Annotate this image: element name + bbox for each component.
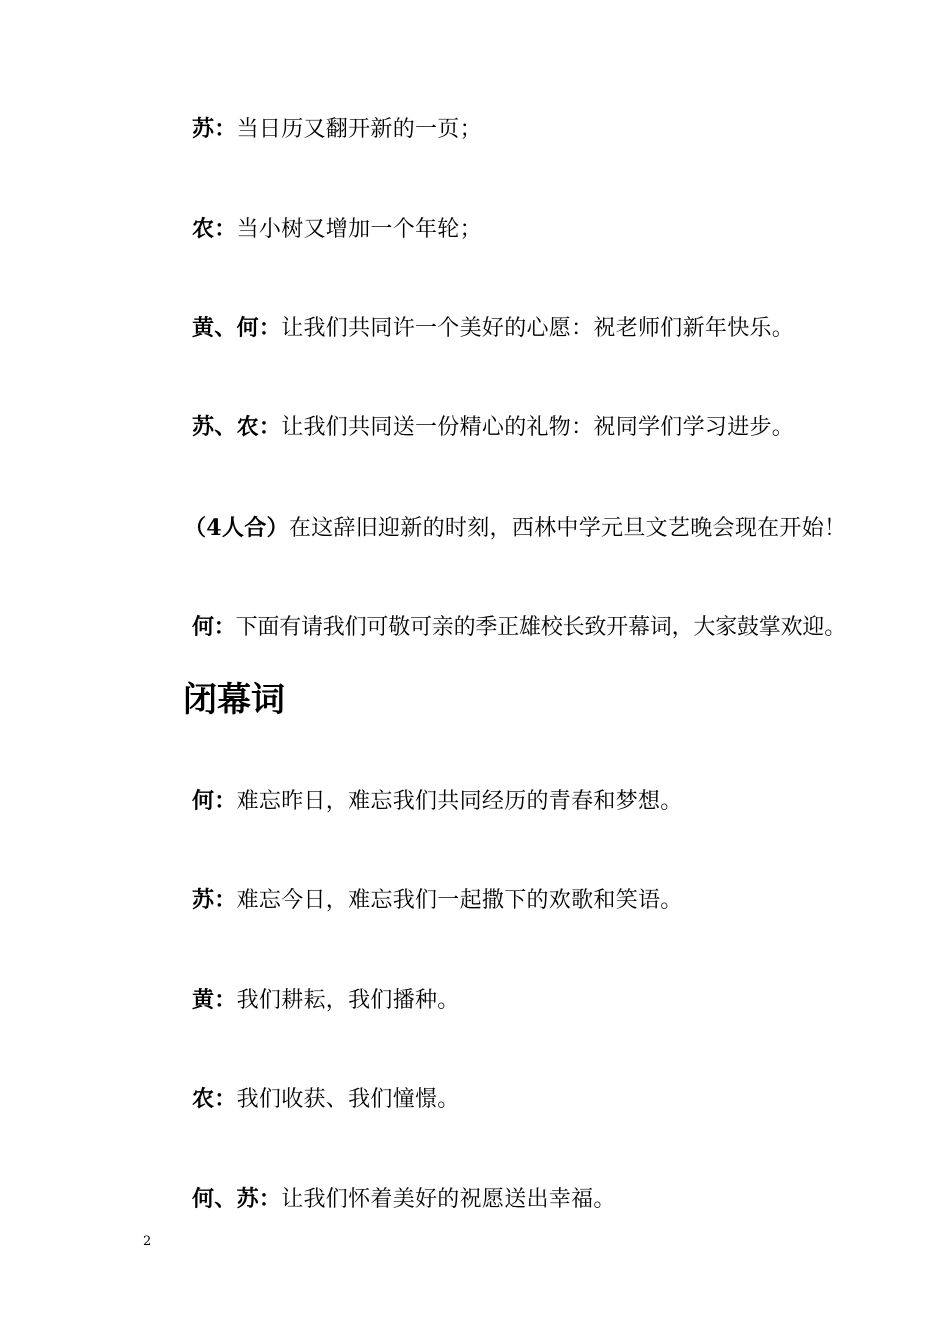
speaker-label: 何：: [192, 788, 237, 814]
script-line: [192, 114, 482, 145]
line-text: 我们耕耘，我们播种。: [236, 988, 460, 1013]
speaker-label: 农：: [192, 1086, 237, 1112]
script-line: [192, 1084, 460, 1115]
script-line: [192, 885, 683, 916]
speaker-label: 苏、农：: [192, 414, 282, 440]
speaker-label: 何、苏：: [192, 1186, 282, 1212]
speaker-label: （4人合）: [184, 515, 289, 541]
script-line: [184, 513, 846, 544]
line-text: 下面有请我们可敬可亲的季正雄校长致开幕词，大家鼓掌欢迎。: [235, 615, 847, 640]
line-text: 难忘今日，难忘我们一起撒下的欢歌和笑语。: [236, 888, 683, 913]
closing-heading: 闭幕词: [183, 680, 285, 720]
line-text: 让我们怀着美好的祝愿送出幸福。: [281, 1187, 616, 1212]
line-text: 我们收获、我们憧憬。: [236, 1087, 460, 1112]
speaker-label: 农：: [192, 216, 237, 242]
script-line: [192, 985, 460, 1016]
line-text: 难忘昨日，难忘我们共同经历的青春和梦想。: [236, 789, 683, 814]
script-line: [192, 786, 683, 817]
script-line: [192, 1184, 616, 1215]
line-text: 让我们共同许一个美好的心愿：祝老师们新年快乐。: [281, 316, 795, 341]
page-number: 2: [143, 1234, 152, 1249]
line-text: 当小树又增加一个年轮；: [236, 217, 482, 242]
script-line: [192, 214, 482, 245]
speaker-label: 苏：: [192, 887, 237, 913]
line-text: 当日历又翻开新的一页；: [236, 117, 482, 142]
speaker-label: 黄：: [192, 987, 237, 1013]
script-line: [192, 313, 794, 344]
line-text: 在这辞旧迎新的时刻，西林中学元旦文艺晚会现在开始！: [288, 516, 847, 541]
speaker-label: 黄、何：: [192, 315, 282, 341]
speaker-label: 苏：: [192, 116, 237, 142]
script-line: [192, 612, 846, 643]
line-text: 让我们共同送一份精心的礼物：祝同学们学习进步。: [281, 415, 795, 440]
speaker-label: 何：: [192, 614, 236, 640]
script-line: [192, 412, 794, 443]
